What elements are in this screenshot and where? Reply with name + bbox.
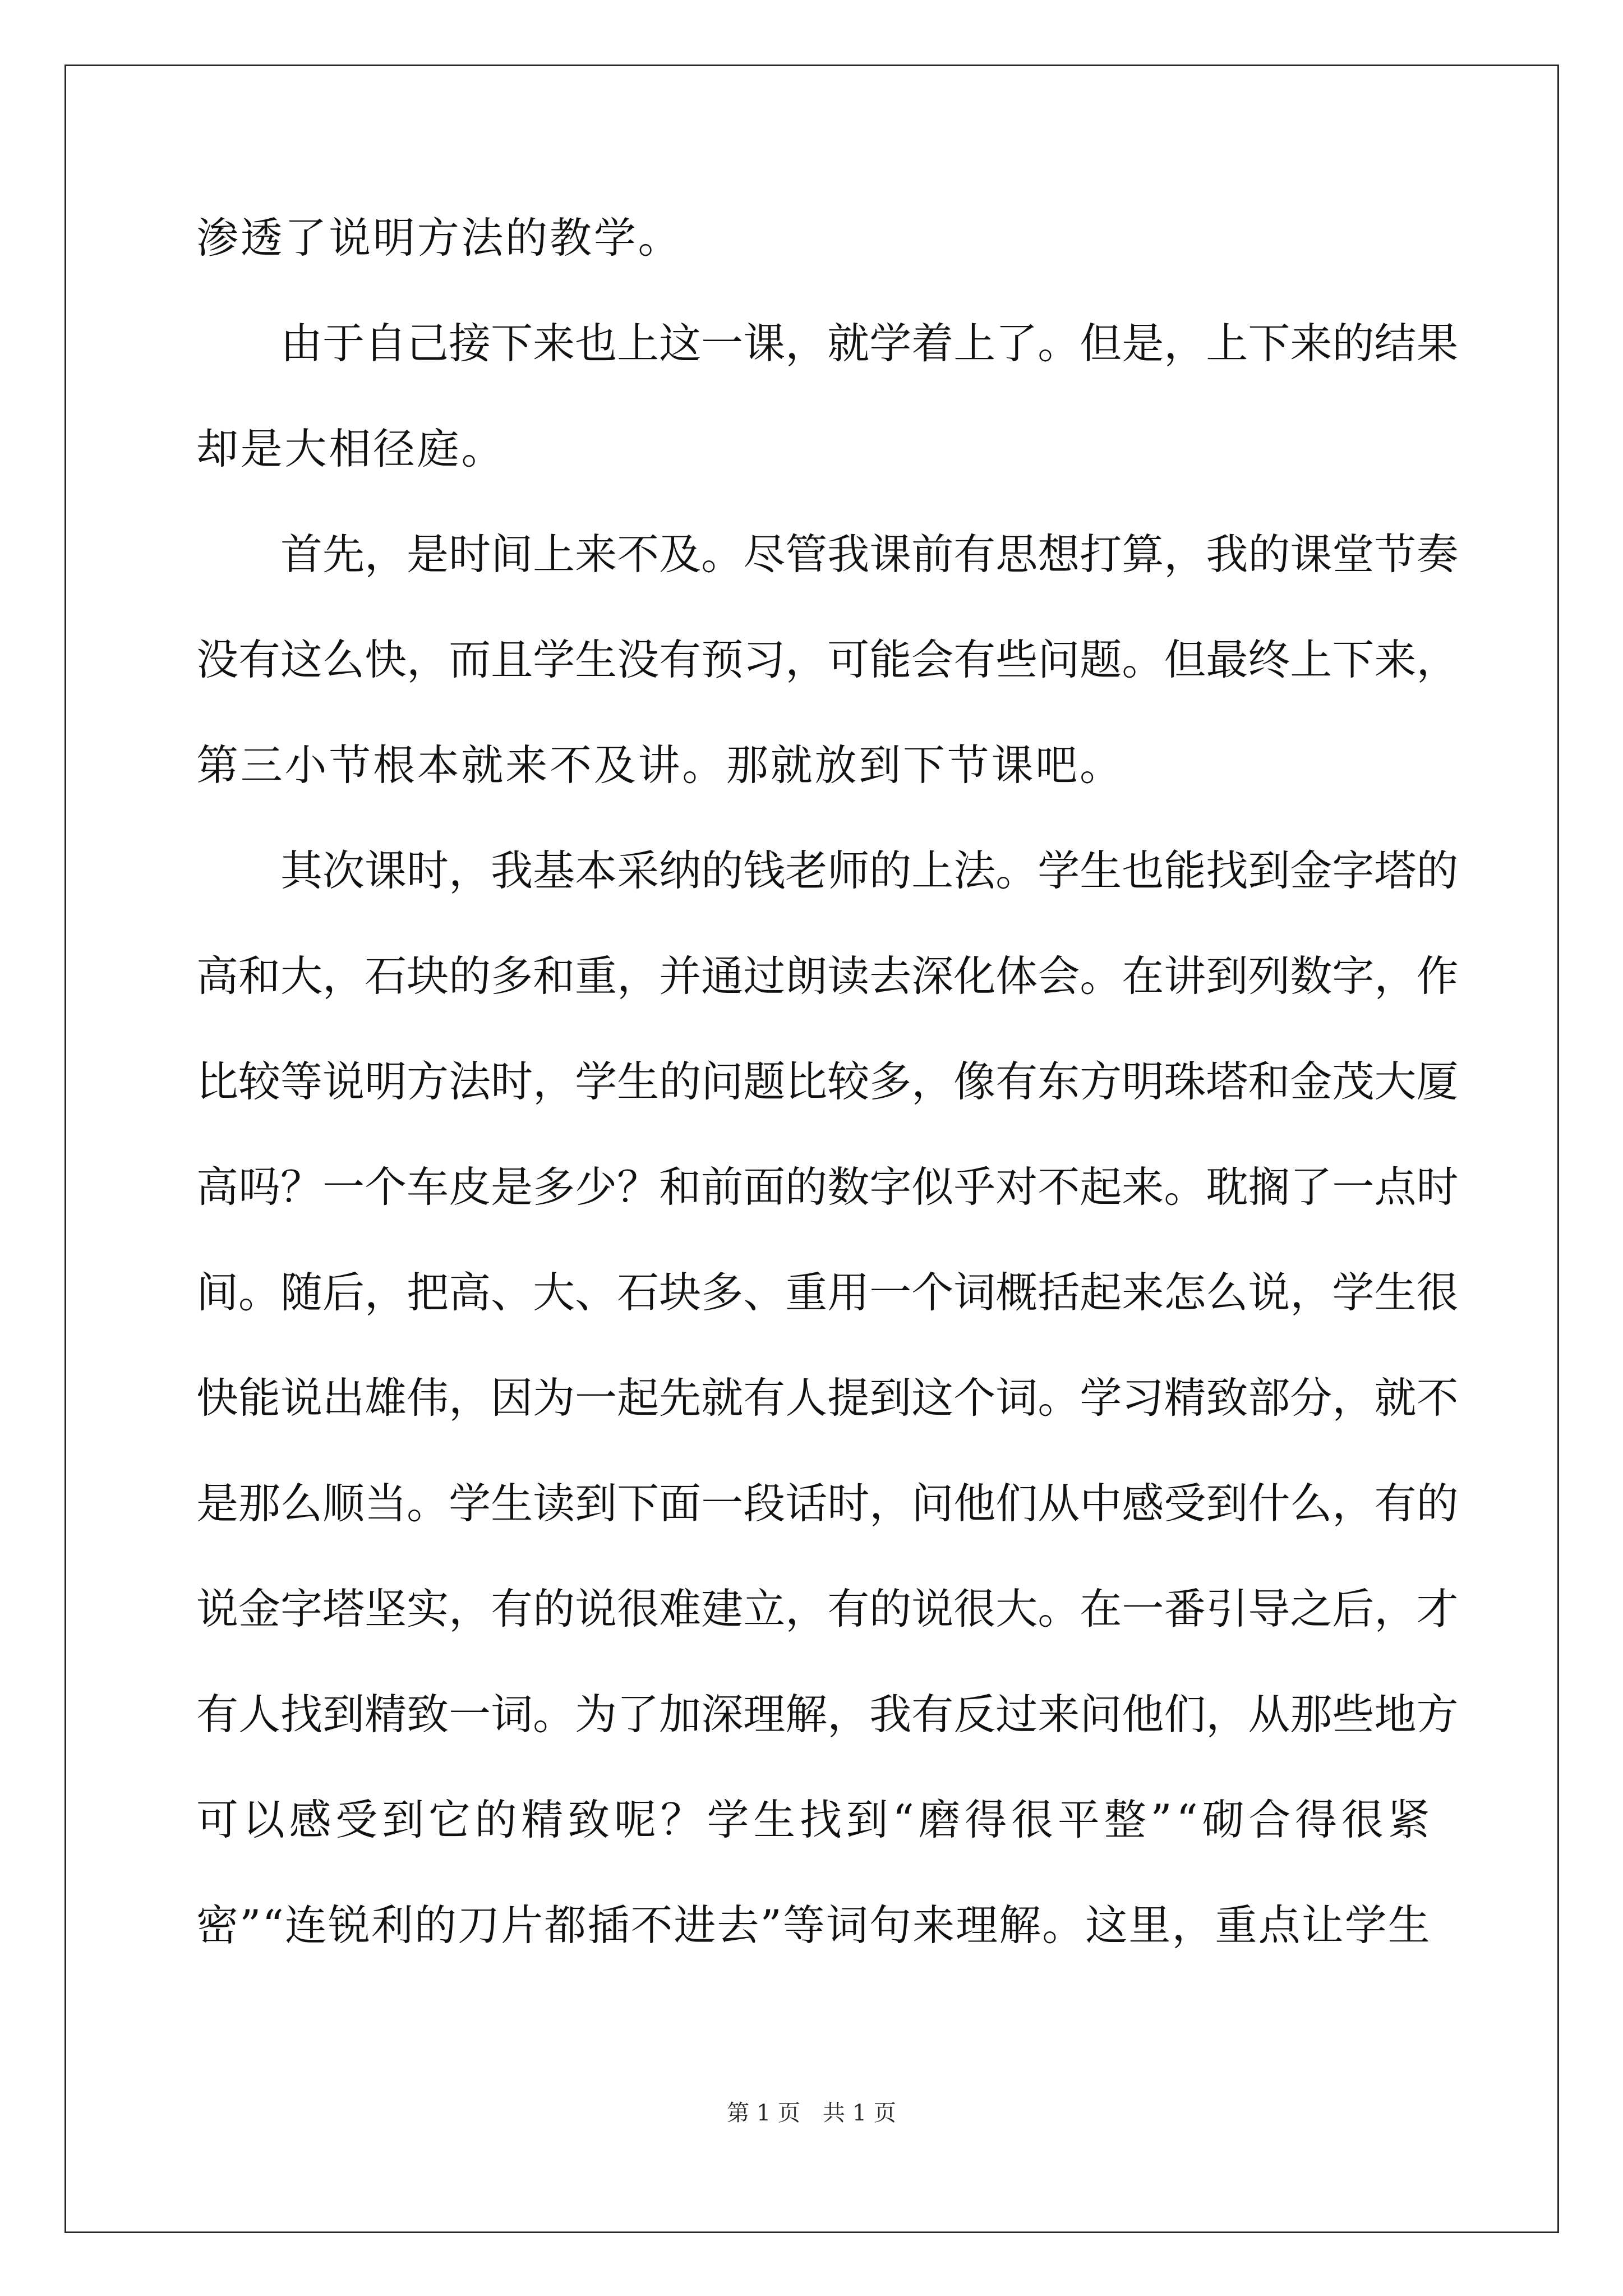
text-line: 间 。 随 后 ， 把 高 、 大 、 石 块 多 、 重 用 一 个 词 概 括 起 来 怎 么 说 ， 学 生 很 <box>196 1268 1459 1317</box>
text-line: 第三小节根本就来不及讲。那就放到下节课吧。 <box>196 740 1124 790</box>
text-line: 首 先 ， 是 时 间 上 来 不 及 。 尽 管 我 课 前 有 思 想 打 算 ， 我 的 课 堂 节 奏 <box>280 530 1459 579</box>
text-line: 高 吗 ？ 一 个 车 皮 是 多 少 ？ 和 前 面 的 数 字 似 乎 对 不 起 来 。 耽 搁 了 一 点 时 <box>196 1162 1459 1212</box>
text-line: 可 以 感 受 到 它 的 精 致 呢 ？ 学 生 找 到 “ 磨 得 很 平 整 ” “ 砌 合 得 很 紧 <box>196 1795 1430 1844</box>
text-line: 密 ” “ 连 锐 利 的 刀 片 都 插 不 进 去 ” 等 词 句 来 理 解 。 这 里 ， 重 点 让 学 生 <box>196 1901 1430 1950</box>
text-line: 渗透了说明方法的教学。 <box>196 213 683 263</box>
text-line: 有 人 找 到 精 致 一 词 。 为 了 加 深 理 解 ， 我 有 反 过 来 问 他 们 ， 从 那 些 地 方 <box>196 1690 1459 1739</box>
text-line: 却是大相径庭。 <box>196 424 506 473</box>
text-line: 高 和 大 ， 石 块 的 多 和 重 ， 并 通 过 朗 读 去 深 化 体 会 。 在 讲 到 列 数 字 ， 作 <box>196 951 1459 1001</box>
text-line: 其 次 课 时 ， 我 基 本 采 纳 的 钱 老 师 的 上 法 。 学 生 也 能 找 到 金 字 塔 的 <box>280 846 1459 895</box>
page-number-footer: 第 1 页 共 1 页 <box>727 2100 896 2126</box>
text-line: 由 于 自 己 接 下 来 也 上 这 一 课 ， 就 学 着 上 了 。 但 是 ， 上 下 来 的 结 果 <box>280 319 1459 368</box>
text-line: 比 较 等 说 明 方 法 时 ， 学 生 的 问 题 比 较 多 ， 像 有 东 方 明 珠 塔 和 金 茂 大 厦 <box>196 1057 1459 1106</box>
text-line: 快 能 说 出 雄 伟 ， 因 为 一 起 先 就 有 人 提 到 这 个 词 。 学 习 精 致 部 分 ， 就 不 <box>196 1373 1459 1423</box>
text-line: 说 金 字 塔 坚 实 ， 有 的 说 很 难 建 立 ， 有 的 说 很 大 。 在 一 番 引 导 之 后 ， 才 <box>196 1584 1459 1634</box>
text-line: 是 那 么 顺 当 。 学 生 读 到 下 面 一 段 话 时 ， 问 他 们 从 中 感 受 到 什 么 ， 有 的 <box>196 1479 1459 1528</box>
text-line: 没 有 这 么 快 ， 而 且 学 生 没 有 预 习 ， 可 能 会 有 些 问 题 。 但 最 终 上 下 来 ， <box>196 635 1459 684</box>
document-body <box>196 185 1459 1978</box>
